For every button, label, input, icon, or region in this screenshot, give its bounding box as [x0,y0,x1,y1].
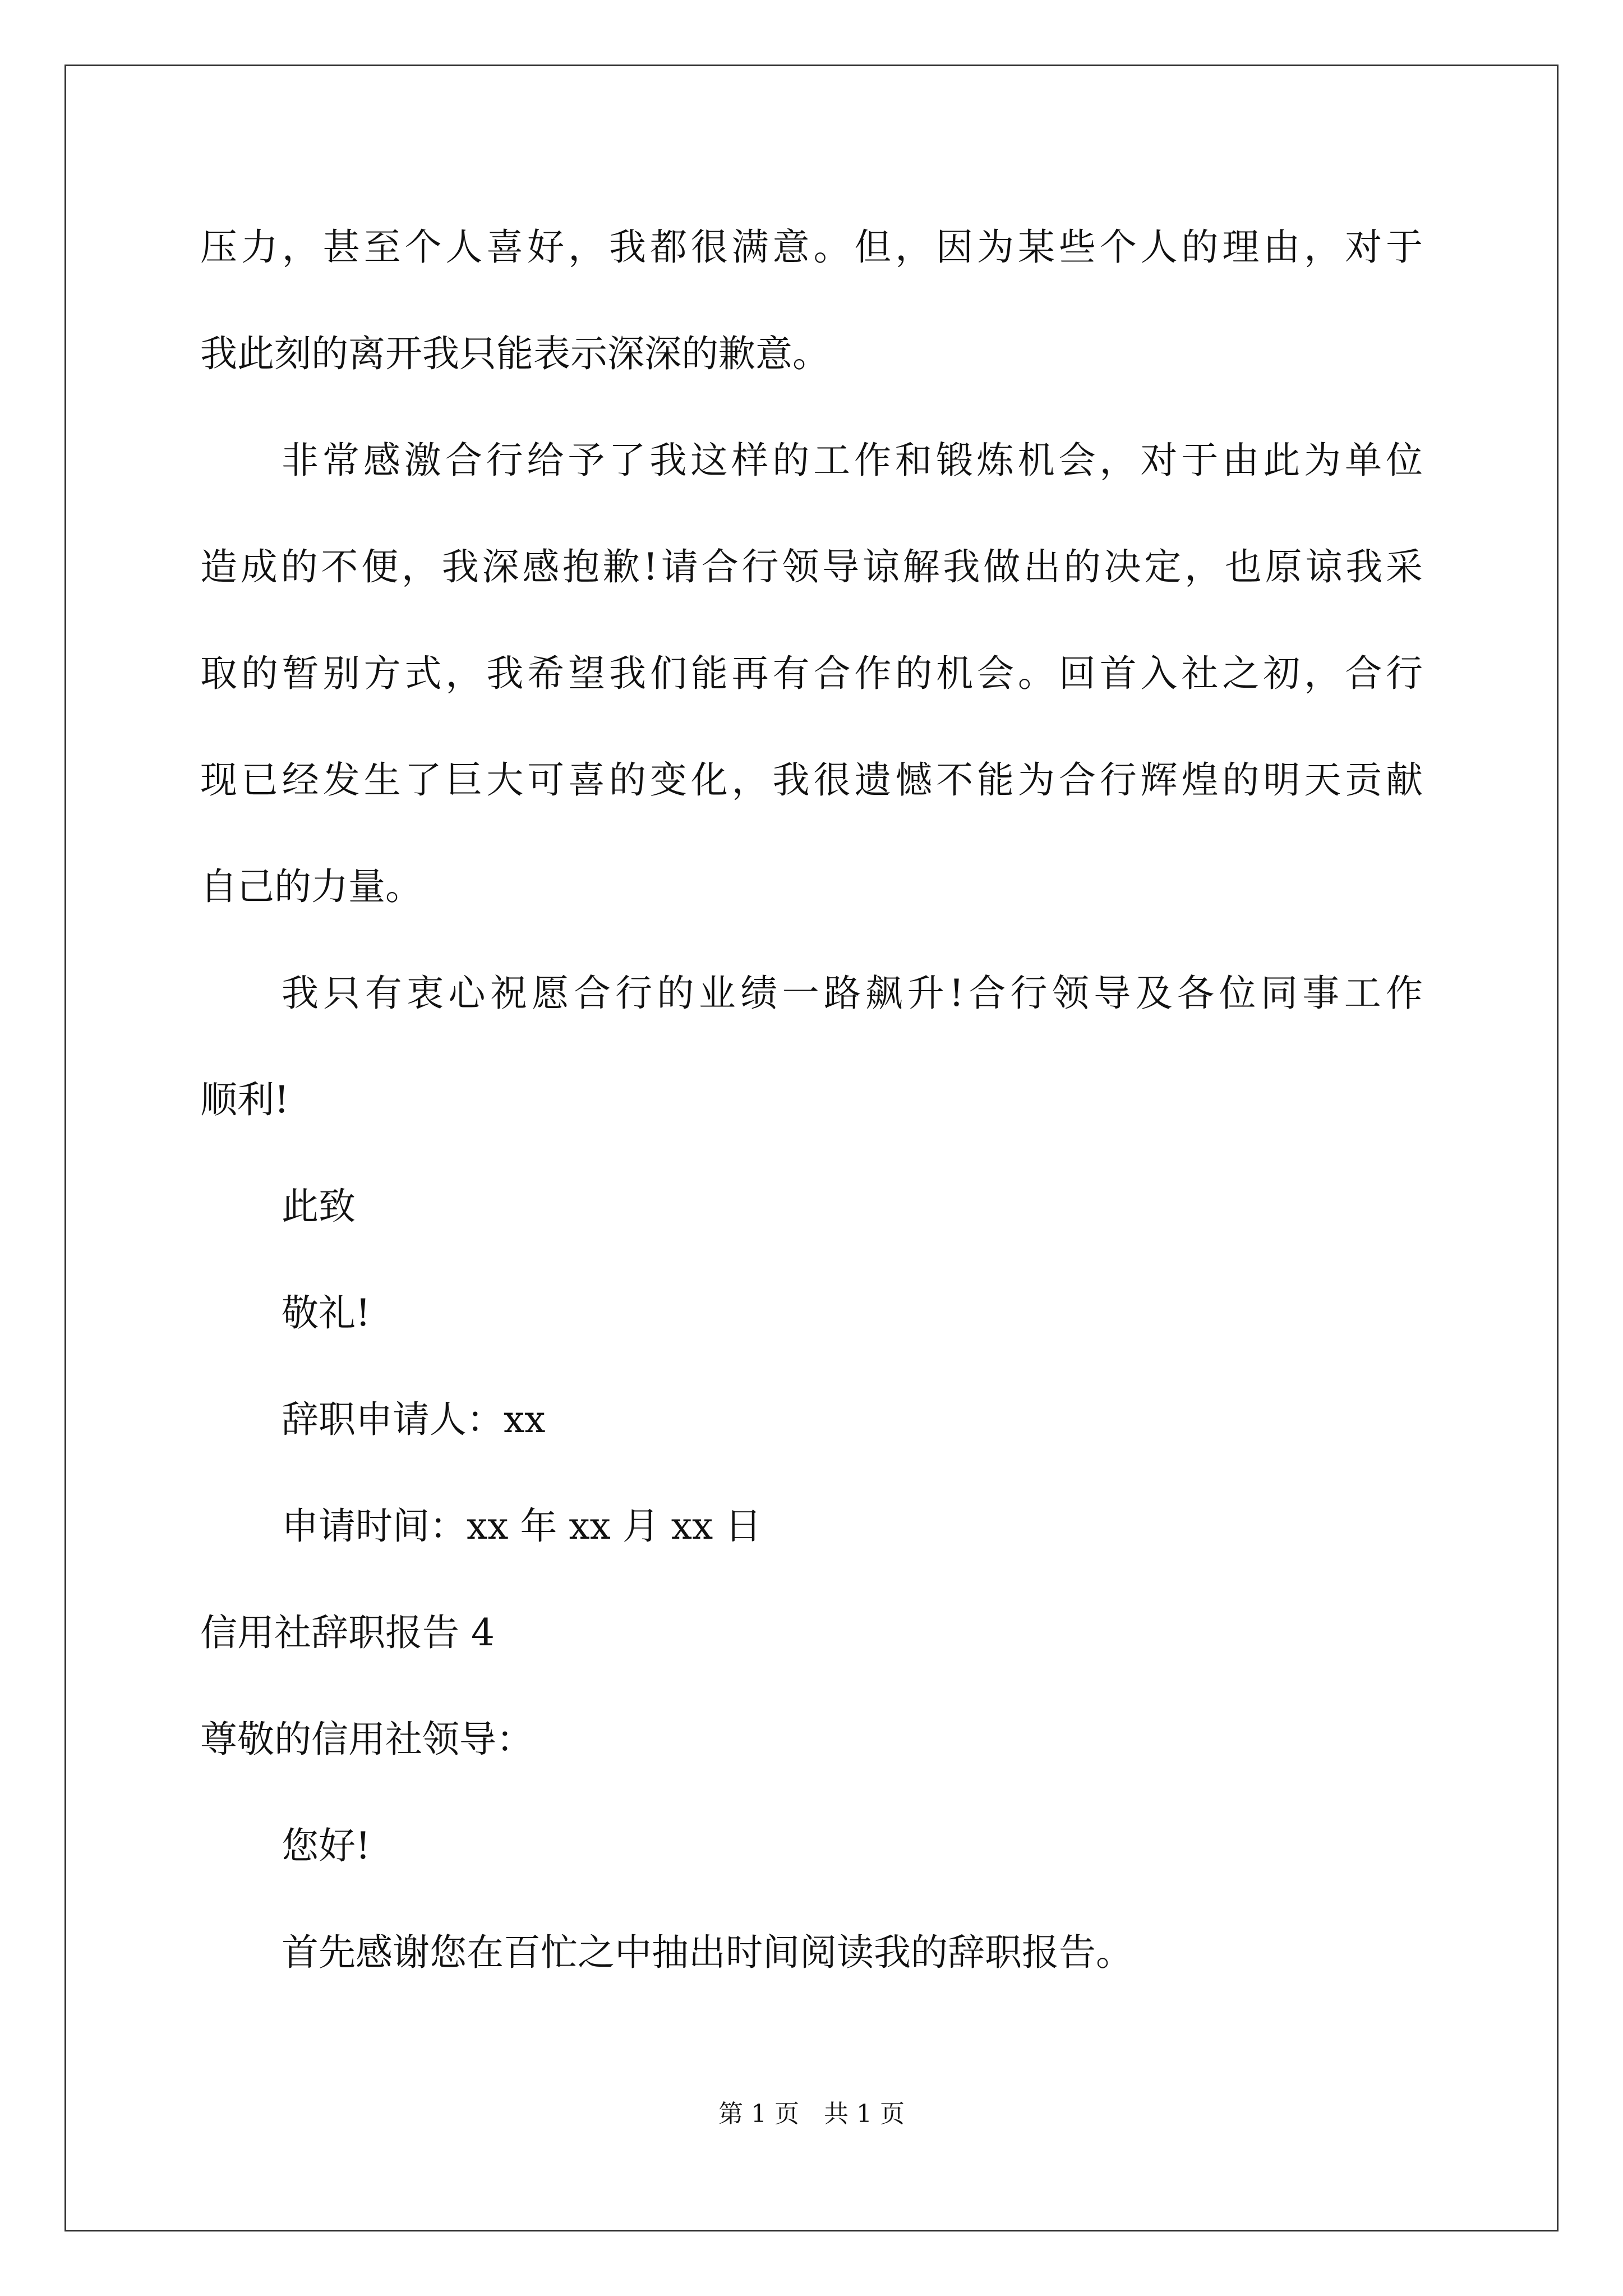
closing-line: 此致 [282,1185,356,1228]
section-title: 信用社辞职报告 4 [200,1611,495,1654]
paragraph-line: 取的暂别方式，我希望我们能再有合作的机会。回首入社之初，合行 [200,652,1423,695]
page-number-footer: 第 1 页 共 1 页 [718,2100,905,2128]
paragraph-line: 非常感激合行给予了我这样的工作和锻炼机会，对于由此为单位 [282,439,1423,482]
paragraph-line: 首先感谢您在百忙之中抽出时间阅读我的辞职报告。 [282,1931,1133,1974]
signer-line: 辞职申请人：xx [282,1398,546,1441]
paragraph-line: 我此刻的离开我只能表示深深的歉意。 [200,332,829,375]
paragraph-line: 自己的力量。 [200,865,422,908]
paragraph-line: 顺利! [200,1078,289,1121]
greeting-line: 您好! [282,1824,371,1867]
closing-line: 敬礼! [282,1291,371,1335]
paragraph-line: 我只有衷心祝愿合行的业绩一路飙升!合行领导及各位同事工作 [282,972,1423,1015]
paragraph-line: 造成的不便，我深感抱歉!请合行领导谅解我做出的决定，也原谅我采 [200,545,1423,588]
paragraph-line: 压力，甚至个人喜好，我都很满意。但，因为某些个人的理由，对于 [200,226,1423,269]
salutation-line: 尊敬的信用社领导： [200,1718,533,1761]
page-frame [64,65,1559,2231]
date-line: 申请时间：xx 年 xx 月 xx 日 [282,1504,762,1548]
paragraph-line: 现已经发生了巨大可喜的变化，我很遗憾不能为合行辉煌的明天贡献 [200,758,1423,802]
